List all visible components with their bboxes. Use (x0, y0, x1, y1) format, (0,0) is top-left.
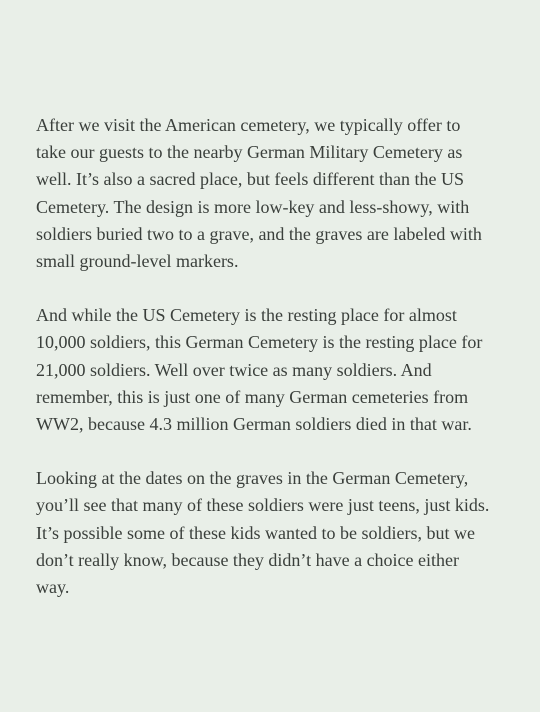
text-line: It’s possible some of these kids wanted to be soldiers, but we (36, 522, 475, 543)
paragraph-2 (36, 302, 516, 438)
text-line: 10,000 soldiers, this German Cemetery is the resting place for (36, 332, 483, 353)
text-line: small ground-level markers. (36, 251, 239, 272)
paragraph-1 (36, 112, 516, 275)
text-line: And while the US Cemetery is the resting place for almost (36, 305, 457, 326)
text-line: Looking at the dates on the graves in the German Cemetery, (36, 468, 469, 489)
text-line: 21,000 soldiers. Well over twice as many soldiers. And (36, 359, 432, 380)
text-line: Cemetery. The design is more low-key and less-showy, with (36, 196, 470, 217)
text-line: way. (36, 577, 70, 598)
text-line: well. It’s also a sacred place, but feels different than the US (36, 169, 465, 190)
text-line: soldiers buried two to a grave, and the graves are labeled with (36, 223, 482, 244)
text-line: you’ll see that many of these soldiers were just teens, just kids. (36, 495, 490, 516)
text-line: After we visit the American cemetery, we typically offer to (36, 115, 461, 135)
article-body (36, 112, 516, 628)
text-line: remember, this is just one of many German cemeteries from (36, 386, 469, 407)
text-line: take our guests to the nearby German Military Cemetery as (36, 142, 463, 163)
text-line: don’t really know, because they didn’t have a choice either (36, 549, 460, 570)
paragraph-3 (36, 465, 516, 601)
text-line: WW2, because 4.3 million German soldiers died in that war. (36, 414, 472, 435)
